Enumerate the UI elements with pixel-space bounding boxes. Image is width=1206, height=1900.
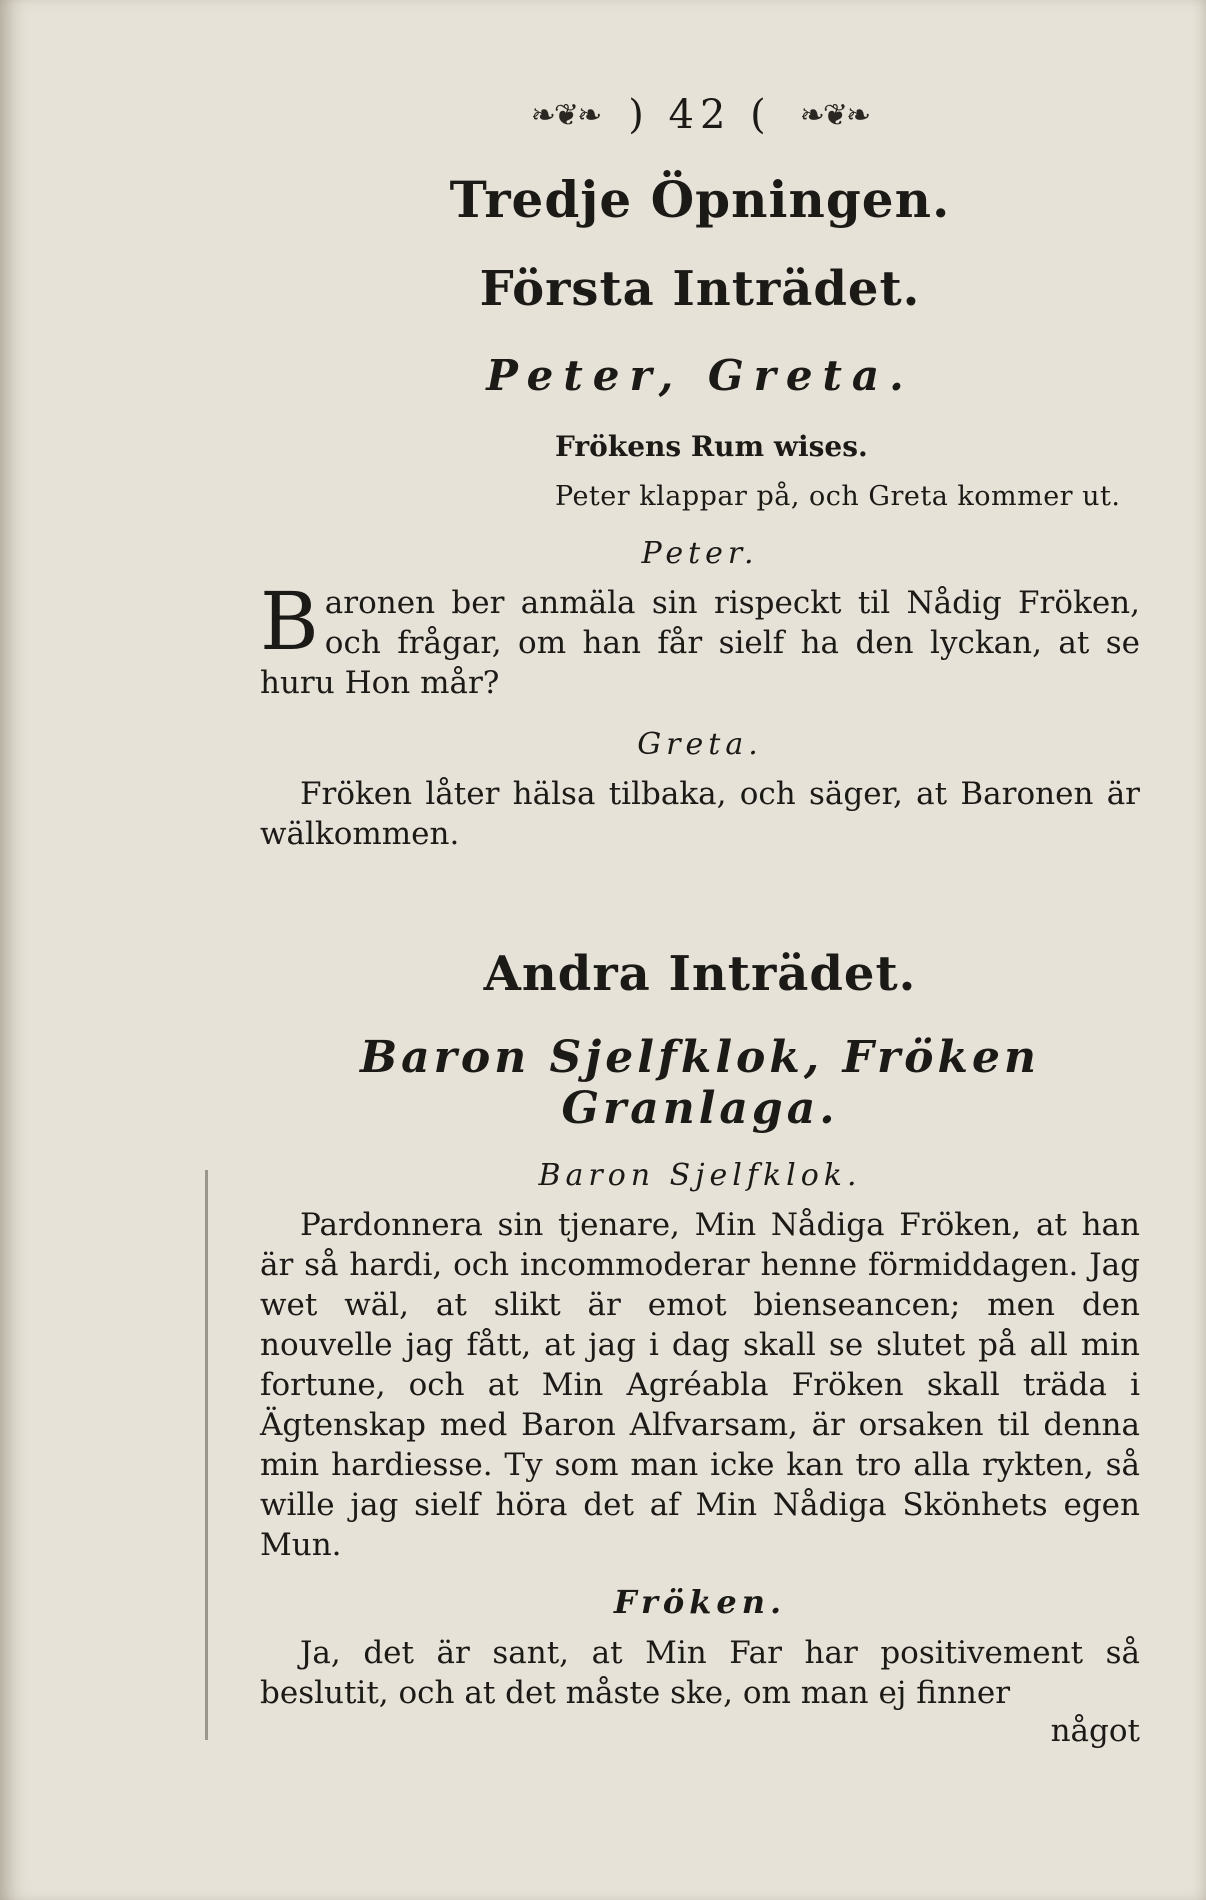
speech-text bbox=[260, 1205, 1140, 1565]
speaker-name: Fröken. bbox=[613, 1583, 787, 1621]
speech-text bbox=[260, 575, 1140, 703]
speaker-name: Greta. bbox=[637, 727, 763, 762]
ornament-right: ❧❦❧ bbox=[799, 97, 870, 133]
cast-list: Peter, Greta. bbox=[486, 351, 914, 400]
page-content bbox=[260, 80, 1140, 1749]
speech-body: Ja, det är sant, at Min Far har positivement så beslutit, och at det måste ske, om man ej finner bbox=[260, 1635, 1140, 1711]
drop-cap: B bbox=[260, 575, 319, 668]
act-title: Tredje Öpningen. bbox=[449, 170, 951, 229]
margin-line bbox=[205, 1170, 208, 1740]
speech-text bbox=[260, 774, 1140, 854]
speech-body: Pardonnera sin tjenare, Min Nådiga Fröken, at han är så hardi, och incommoderar henne förmiddagen. Jag wet wäl, at slikt är emot bienseancen; men den nouvelle jag fått, at jag i dag skall se slutet på all min fortune, och at Min Agréabla Fröken skall träda i Ägtenskap med Baron Alfvarsam, är orsaken til denna min hardiesse. Ty som man icke kan tro alla rykten, så wille jag sielf höra det af Min Nådiga Skönhets egen Mun. bbox=[260, 1207, 1140, 1563]
speech-body: aronen ber anmäla sin rispeckt til Nådig Fröken, och frågar, om han får sielf ha den lyckan, at se huru Hon mår? bbox=[260, 585, 1140, 701]
stage-direction: Frökens Rum wises. bbox=[555, 430, 868, 463]
scene-title: Första Inträdet. bbox=[479, 261, 921, 317]
speech-body: Fröken låter hälsa tilbaka, och säger, at Baronen är wälkommen. bbox=[260, 776, 1140, 852]
cast-list: Baron Sjelfklok, Fröken Granlaga. bbox=[359, 1032, 1040, 1134]
speaker-name: Peter. bbox=[641, 536, 759, 571]
catchword: något bbox=[1050, 1713, 1140, 1749]
speech-text bbox=[260, 1633, 1140, 1713]
ornament-left: ❧❦❧ bbox=[530, 97, 601, 133]
stage-direction: Peter klappar på, och Greta kommer ut. bbox=[555, 481, 1121, 512]
scene-title: Andra Inträdet. bbox=[483, 946, 917, 1002]
speaker-name: Baron Sjelfklok. bbox=[538, 1158, 862, 1193]
page-number: ) 42 ( bbox=[628, 92, 772, 138]
page-header bbox=[260, 80, 1140, 150]
